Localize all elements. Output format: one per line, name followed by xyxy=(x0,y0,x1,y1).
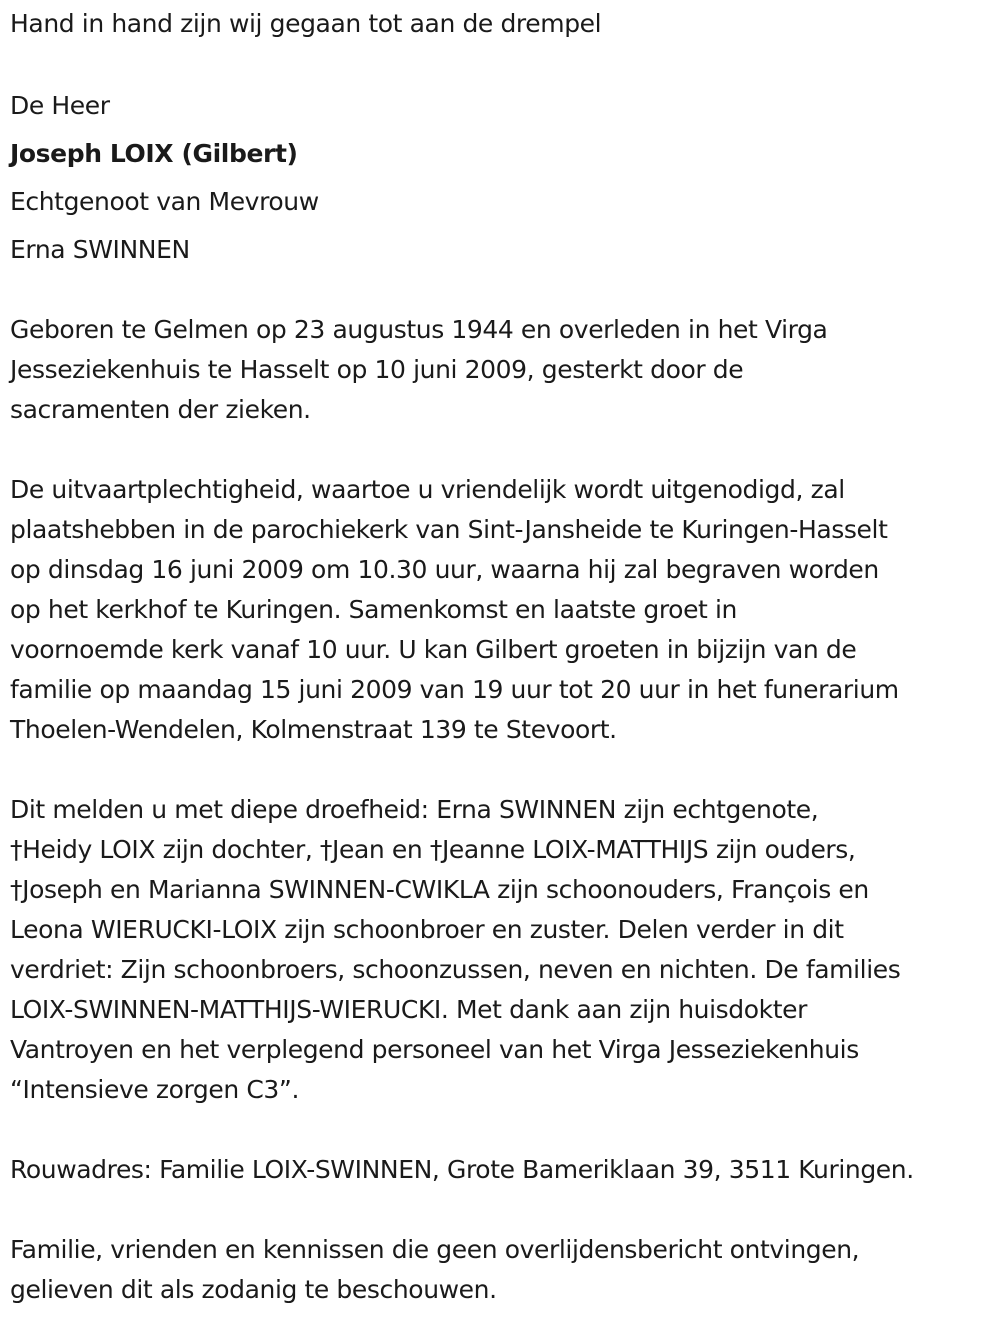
announcement-line: Dit melden u met diepe droefheid: Erna SWINNEN zijn echtgenote, xyxy=(10,795,819,824)
funeral-line: voornoemde kerk vanaf 10 uur. U kan Gilbert groeten in bijzijn van de xyxy=(10,635,857,664)
announcement-line: verdriet: Zijn schoonbroers, schoonzussen, neven en nichten. De families xyxy=(10,955,901,984)
mourning-address: Rouwadres: Familie LOIX-SWINNEN, Grote Bameriklaan 39, 3511 Kuringen. xyxy=(10,1155,914,1184)
announcement-line: Leona WIERUCKI-LOIX zijn schoonbroer en zuster. Delen verder in dit xyxy=(10,915,844,944)
birth-death-line: Jesseziekenhuis te Hasselt op 10 juni 2009, gesterkt door de xyxy=(10,355,744,384)
funeral-line: op het kerkhof te Kuringen. Samenkomst en laatste groet in xyxy=(10,595,737,624)
birth-death-line: Geboren te Gelmen op 23 augustus 1944 en overleden in het Virga xyxy=(10,315,828,344)
funeral-line: Thoelen-Wendelen, Kolmenstraat 139 te Stevoort. xyxy=(10,715,617,744)
deceased-name: Joseph LOIX (Gilbert) xyxy=(10,139,298,168)
funeral-line: De uitvaartplechtigheid, waartoe u vriendelijk wordt uitgenodigd, zal xyxy=(10,475,845,504)
funeral-line: op dinsdag 16 juni 2009 om 10.30 uur, waarna hij zal begraven worden xyxy=(10,555,879,584)
salutation: De Heer xyxy=(10,91,110,120)
announcement-paragraph xyxy=(10,790,900,1110)
closing-paragraph xyxy=(10,1230,859,1310)
announcement-line: †Joseph en Marianna SWINNEN-CWIKLA zijn schoonouders, François en xyxy=(10,875,869,904)
funeral-paragraph xyxy=(10,470,899,750)
funeral-line: familie op maandag 15 juni 2009 van 19 uur tot 20 uur in het funerarium xyxy=(10,675,899,704)
announcement-line: †Heidy LOIX zijn dochter, †Jean en †Jeanne LOIX-MATTHIJS zijn ouders, xyxy=(10,835,856,864)
closing-line: Familie, vrienden en kennissen die geen overlijdensbericht ontvingen, xyxy=(10,1235,860,1264)
spouse-intro: Echtgenoot van Mevrouw xyxy=(10,187,319,216)
funeral-line: plaatshebben in de parochiekerk van Sint-Jansheide te Kuringen-Hasselt xyxy=(10,515,888,544)
epitaph: Hand in hand zijn wij gegaan tot aan de drempel xyxy=(10,9,602,38)
birth-death-paragraph xyxy=(10,310,827,430)
announcement-line: LOIX-SWINNEN-MATTHIJS-WIERUCKI. Met dank aan zijn huisdokter xyxy=(10,995,807,1024)
birth-death-line: sacramenten der zieken. xyxy=(10,395,311,424)
spouse-name: Erna SWINNEN xyxy=(10,235,190,264)
announcement-line: Vantroyen en het verplegend personeel van het Virga Jesseziekenhuis xyxy=(10,1035,859,1064)
announcement-line: “Intensieve zorgen C3”. xyxy=(10,1075,300,1104)
closing-line: gelieven dit als zodanig te beschouwen. xyxy=(10,1275,497,1304)
